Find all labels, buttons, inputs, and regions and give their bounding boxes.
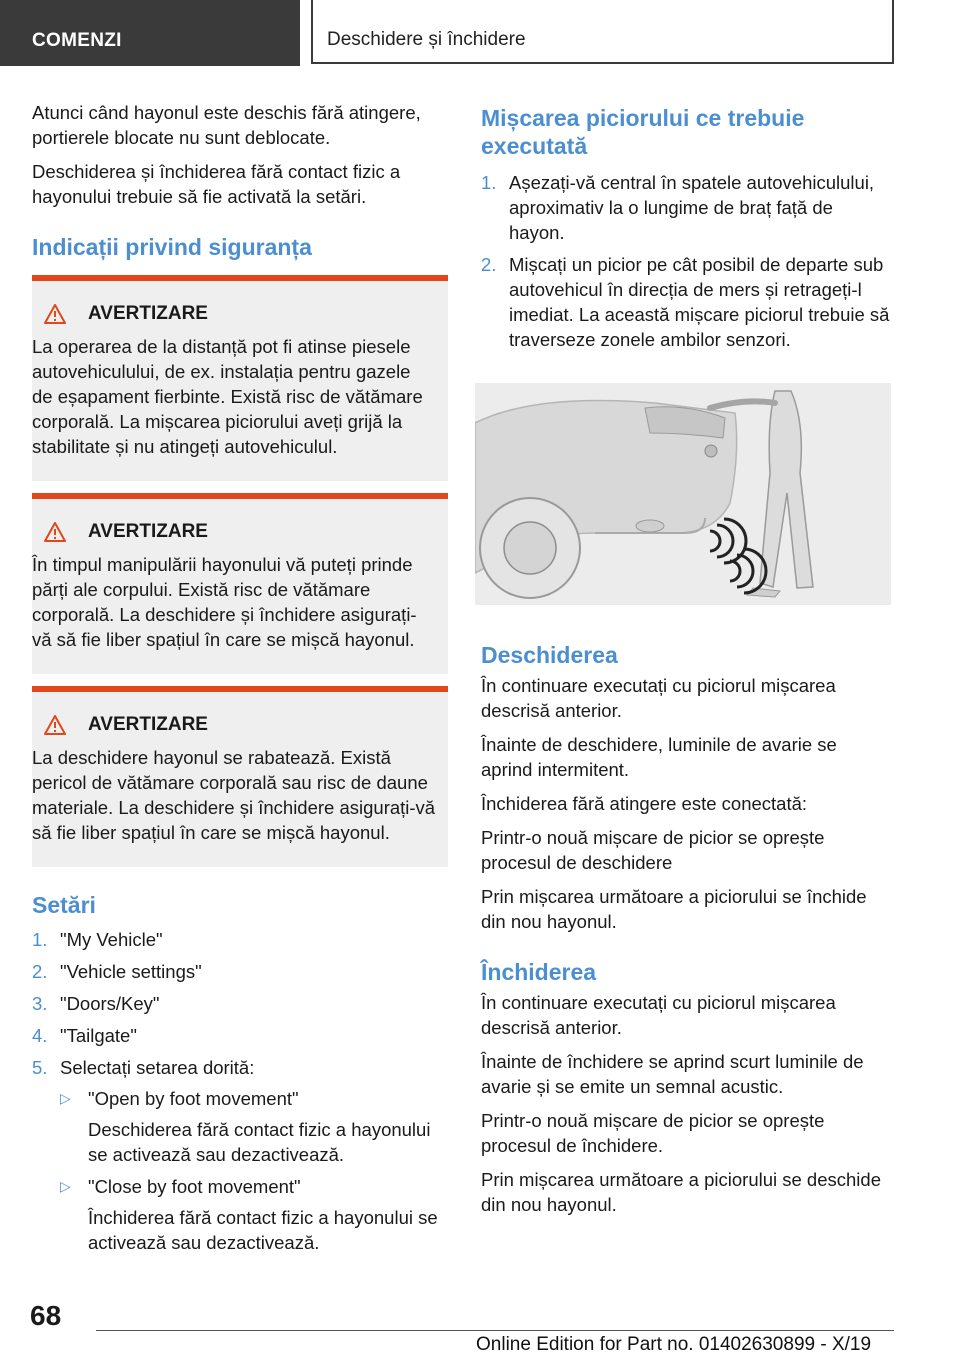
warning-box — [32, 275, 448, 481]
option-label: "Close by foot movement" — [88, 1176, 301, 1197]
paragraph: Printr-o nouă mișcare de picior se oprește procesul de închidere. — [481, 1110, 825, 1156]
warning-triangle-icon — [44, 715, 66, 735]
paragraph: În continuare executați cu piciorul mișcarea descrisă anterior. — [481, 992, 836, 1038]
list-item: 4. "Tailgate" — [32, 1025, 137, 1046]
paragraph: Înainte de închidere se aprind scurt luminile de avarie și se emite un semnal acustic. — [481, 1051, 864, 1097]
list-item: 5. Selectați setarea dorită: ▷ "Open by foot movement" Deschiderea fără contact fizic a hayonului se activează sau dezactivează. ▷ "Close by foot movement" Închiderea fără contact fizic a hayonului se activează sau dezactivează. — [32, 1055, 448, 1255]
warning-title: AVERTIZARE — [88, 521, 208, 542]
warning-text: La operarea de la distanță pot fi atinse piesele autovehiculului, de ex. instalația pentru gazele de eșapament fierbinte. Există risc de vătămare corporală. La mișcarea piciorului aveți grijă la stabilitate și nu atingeți autovehiculul. — [32, 336, 423, 457]
option-description: Închiderea fără contact fizic a hayonului se activează sau dezactivează. — [88, 1207, 438, 1253]
list-item: 1. "My Vehicle" — [32, 929, 163, 950]
option-description: Deschiderea fără contact fizic a hayonului se activează sau dezactivează. — [88, 1119, 431, 1165]
warning-box — [32, 686, 448, 867]
option-item — [60, 1086, 448, 1167]
option-label: "Open by foot movement" — [88, 1088, 299, 1109]
list-item: 3. "Doors/Key" — [32, 993, 160, 1014]
warning-title: AVERTIZARE — [88, 714, 208, 735]
foot-sensor-illustration — [475, 383, 891, 605]
section-tab — [0, 0, 300, 66]
warning-text: La deschidere hayonul se rabatează. Există pericol de vătămare corporală sau risc de daune materiale. La deschidere și închidere asigurați-vă să fie liber spațiul în care se mișcă hayonul. — [32, 747, 436, 843]
intro-paragraph: Atunci când hayonul este deschis fără atingere, portierele blocate nu sunt deblocate. — [32, 102, 421, 148]
warning-triangle-icon — [44, 522, 66, 542]
paragraph: Prin mișcarea următoare a piciorului se închide din nou hayonul. — [481, 886, 867, 932]
settings-heading: Setări — [32, 892, 96, 918]
chapter-tab — [311, 0, 894, 64]
warning-box — [32, 493, 448, 674]
right-column — [481, 104, 893, 1226]
left-column — [32, 100, 448, 1262]
triangle-arrow-icon: ▷ — [60, 1178, 71, 1194]
safety-heading: Indicații privind siguranța — [32, 234, 312, 260]
opening-heading: Deschiderea — [481, 642, 618, 668]
chapter-title: Deschidere și închidere — [327, 29, 526, 50]
list-item: 2. "Vehicle settings" — [32, 961, 202, 982]
intro-paragraph: Deschiderea și închiderea fără contact fizic a hayonului trebuie să fie activată la setări. — [32, 161, 401, 207]
list-item: 1. Așezați-vă central în spatele autovehiculului, aproximativ la o lungime de braț față de hayon. — [481, 172, 875, 243]
section-title: COMENZI — [32, 30, 122, 51]
paragraph: Printr-o nouă mișcare de picior se oprește procesul de deschidere — [481, 827, 825, 873]
movement-steps — [481, 170, 893, 352]
list-item: 2. Mișcați un picior pe cât posibil de departe sub autovehicul în direcția de mers și retrageți-l imediat. La această mișcare piciorul trebuie să traverseze zonele ambilor senzori. — [481, 254, 890, 350]
warning-text: În timpul manipulării hayonului vă puteți prinde părți ale corpului. Există risc de vătămare corporală. La deschidere și închidere asigurați-vă să fie liber spațiul în care se mișcă hayonul. — [32, 554, 417, 650]
settings-steps — [32, 927, 448, 1255]
edition-note: Online Edition for Part no. 01402630899 - X/19 — [476, 1334, 872, 1355]
paragraph: În continuare executați cu piciorul mișcarea descrisă anterior. — [481, 675, 836, 721]
warning-title: AVERTIZARE — [88, 303, 208, 324]
triangle-arrow-icon: ▷ — [60, 1090, 71, 1106]
warning-triangle-icon — [44, 304, 66, 324]
movement-heading: Mișcarea piciorului ce trebuie executată — [481, 105, 805, 159]
paragraph: Prin mișcarea următoare a piciorului se deschide din nou hayonul. — [481, 1169, 881, 1215]
paragraph: Închiderea fără atingere este conectată: — [481, 793, 808, 814]
closing-heading: Închiderea — [481, 959, 597, 985]
paragraph: Înainte de deschidere, luminile de avarie se aprind intermitent. — [481, 734, 837, 780]
setting-options — [60, 1086, 448, 1255]
footer-divider — [96, 1330, 894, 1331]
option-item — [60, 1174, 448, 1255]
page-number: 68 — [30, 1300, 62, 1331]
